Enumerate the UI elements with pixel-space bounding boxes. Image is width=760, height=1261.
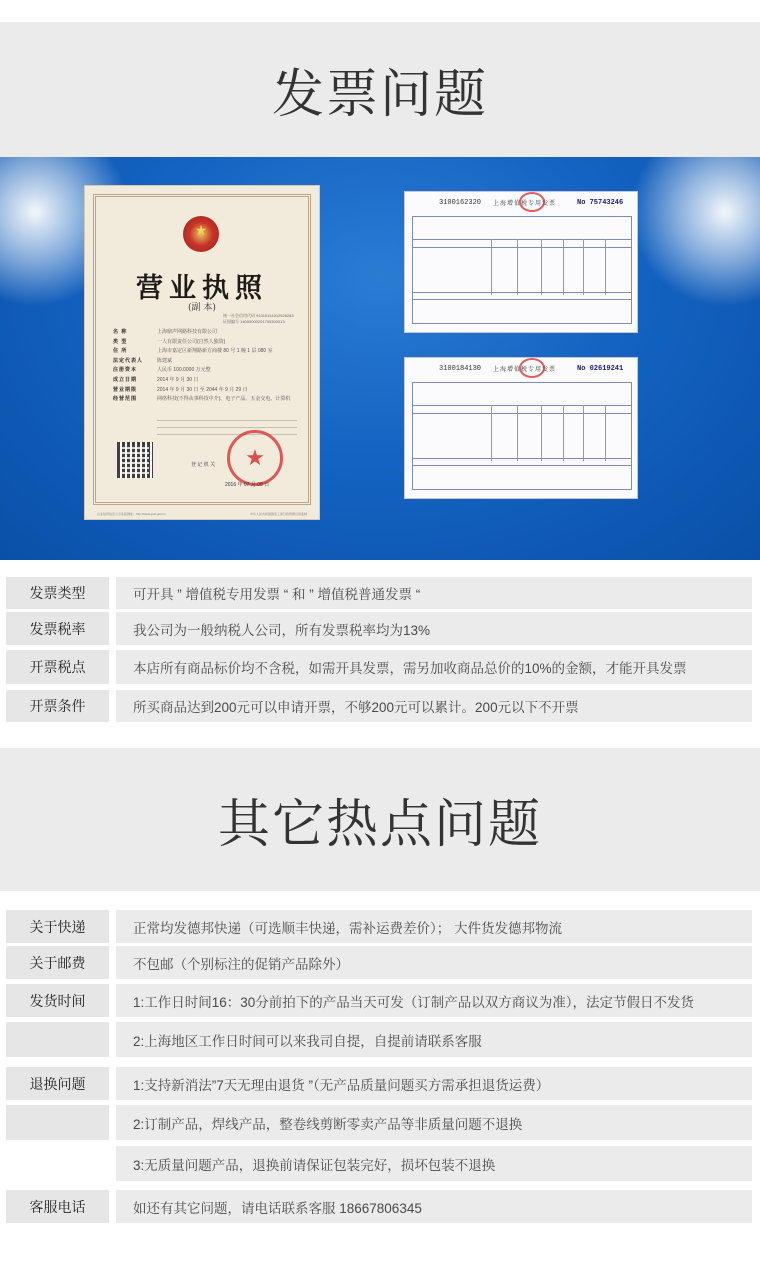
light-glare-right <box>630 157 760 307</box>
tax-point-label: 开票税点 <box>6 650 109 684</box>
national-emblem-icon <box>183 216 219 252</box>
license-field: 类 型 一人有限责任公司(自然人独资) <box>113 338 226 345</box>
faq-section-banner <box>0 748 760 891</box>
certificates-photo <box>0 157 760 560</box>
license-field: 营业期限 2014 年 9 月 30 日 至 2044 年 9 月 29 日 <box>113 386 248 393</box>
license-date: 2016 年 07 月 08 日 <box>225 482 270 488</box>
invoice-condition-label: 开票条件 <box>6 690 109 722</box>
returns-value-1: 1:支持新消法”7天无理由退货 ”（无产品质量问题买方需承担退货运费） <box>116 1067 752 1100</box>
license-field: 住 所 上海市嘉定区新翔路新方商楼 80 号 1 幢 1 层 080 室 <box>113 348 273 355</box>
invoice-type-label: 发票类型 <box>6 577 109 609</box>
invoice-stamp-icon <box>519 358 545 378</box>
returns-label-continued <box>6 1105 109 1140</box>
invoice-header: 上海增值税专用发票 <box>493 201 557 207</box>
invoice-type-value: 可开具 ” 增值税专用发票 “ 和 ” 增值税普通发票 “ <box>116 577 752 609</box>
invoice-condition-value: 所买商品达到200元可以申请开票，不够200元可以累计。200元以下不开票 <box>116 690 752 722</box>
invoice-number: No 75743246 <box>577 199 624 207</box>
license-registrar: 登 记 机 关 <box>191 462 216 468</box>
invoice-code: 3100184130 <box>439 365 482 373</box>
license-footer: 企业信用信息公示系统网址：http://www.gsxt.gov.cn 中华人民共和国国家工商行政管理总局监制 <box>97 512 307 516</box>
red-seal-icon <box>227 430 283 486</box>
shipping-value: 正常均发德邦快递（可选顺丰快递，需补运费差价）； 大件货发德邦物流 <box>116 910 752 943</box>
invoice-image-special <box>404 191 638 333</box>
license-field: 经营范围 网络科技(不得从事科技中介)、电子产品、五金交电、计算机 <box>113 396 291 403</box>
license-codes: 统一社会信用代码 91310114312528263 证照编号 14000000201705300013 <box>223 313 294 324</box>
license-field: 注册资本 人民币 100.0000 万元整 <box>113 367 211 374</box>
delivery-time-value-2: 2:上海地区工作日时间可以来我司自提，自提前请联系客服 <box>116 1022 752 1057</box>
tax-point-value: 本店所有商品标价均不含税，如需开具发票，需另加收商品总价的10%的金额，才能开具发票 <box>116 650 752 684</box>
license-field: 成立日期 2014 年 9 月 30 日 <box>113 376 199 383</box>
invoice-number: No 02619241 <box>577 365 624 373</box>
customer-service-value: 如还有其它问题，请电话联系客服 18667806345 <box>116 1190 752 1223</box>
invoice-header: 上海增值税专用发票 <box>493 367 557 373</box>
customer-service-label: 客服电话 <box>6 1190 109 1223</box>
invoice-grid <box>412 382 632 490</box>
returns-label: 退换问题 <box>6 1067 109 1100</box>
delivery-time-value-1: 1:工作日时间16：30分前拍下的产品当天可发（订制产品以双方商议为准），法定节假日不发货 <box>116 984 752 1017</box>
postage-label: 关于邮费 <box>6 946 109 979</box>
license-field: 名 称 上海鼎声网路科技有限公司 <box>113 329 218 335</box>
business-license-image <box>84 185 320 520</box>
returns-value-2: 2:订制产品，焊线产品，整卷线剪断零卖产品等非质量问题不退换 <box>116 1105 752 1140</box>
returns-value-3: 3:无质量问题产品，退换前请保证包装完好，损坏包装不退换 <box>116 1146 752 1181</box>
tax-rate-label: 发票税率 <box>6 612 109 645</box>
invoice-section-banner <box>0 22 760 157</box>
invoice-grid <box>412 216 632 324</box>
tax-rate-value: 我公司为一般纳税人公司，所有发票税率均为13% <box>116 612 752 645</box>
license-title: 营业执照 <box>136 273 268 304</box>
faq-section-title: 其它热点问题 <box>217 795 542 855</box>
delivery-time-label-continued <box>6 1022 109 1057</box>
license-field: 法定代表人 陈建斌 <box>113 357 173 364</box>
license-subtitle: (副 本) <box>188 303 216 313</box>
invoice-section-title: 发票问题 <box>271 65 488 125</box>
postage-value: 不包邮（个别标注的促销产品除外） <box>116 946 752 979</box>
invoice-code: 3100162320 <box>439 199 482 207</box>
license-fields <box>113 328 298 405</box>
invoice-image-normal <box>404 357 638 499</box>
license-scope-lines <box>157 416 297 437</box>
invoice-stamp-icon <box>519 192 545 212</box>
qr-code-icon <box>117 442 153 478</box>
delivery-time-label: 发货时间 <box>6 984 109 1017</box>
shipping-label: 关于快递 <box>6 910 109 943</box>
